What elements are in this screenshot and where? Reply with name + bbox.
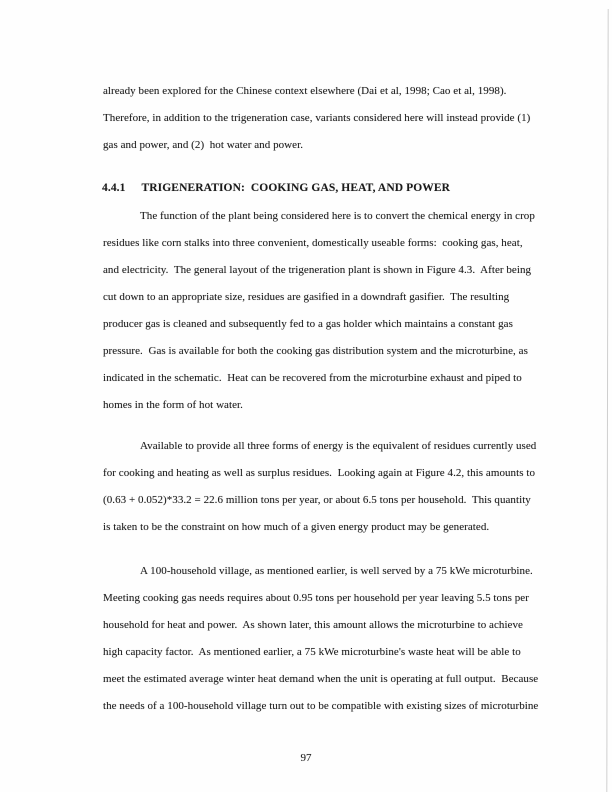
text-line: indicated in the schematic. Heat can be recovered from the microturbine exhaust and piped to bbox=[103, 372, 522, 384]
section-number: 4.4.1 bbox=[102, 182, 126, 194]
text-line: The function of the plant being considered here is to convert the chemical energy in crop bbox=[140, 210, 535, 222]
text-line: (0.63 + 0.052)*33.2 = 22.6 million tons per year, or about 6.5 tons per household. This quantity bbox=[103, 494, 531, 506]
text-line: Therefore, in addition to the trigeneration case, variants considered here will instead provide (1) bbox=[103, 112, 531, 124]
section-title: TRIGENERATION: COOKING GAS, HEAT, AND POWER bbox=[141, 182, 451, 194]
text-line: household for heat and power. As shown later, this amount allows the microturbine to achieve bbox=[103, 619, 523, 631]
text-line: Available to provide all three forms of energy is the equivalent of residues currently used bbox=[140, 440, 537, 452]
section-heading bbox=[102, 175, 450, 202]
text-line: already been explored for the Chinese context elsewhere (Dai et al, 1998; Cao et al, 1998). bbox=[103, 85, 507, 97]
text-line: A 100-household village, as mentioned earlier, is well served by a 75 kWe microturbine. bbox=[140, 565, 533, 577]
paragraph-village-microturbine bbox=[103, 558, 563, 720]
text-line: cut down to an appropriate size, residues are gasified in a downdraft gasifier. The resulting bbox=[103, 291, 510, 303]
text-line: high capacity factor. As mentioned earlier, a 75 kWe microturbine's waste heat will be able to bbox=[103, 646, 521, 658]
text-line: Meeting cooking gas needs requires about 0.95 tons per household per year leaving 5.5 tons per bbox=[103, 592, 529, 604]
text-line: residues like corn stalks into three convenient, domestically useable forms: cooking gas, heat, bbox=[103, 237, 523, 249]
intro-paragraph bbox=[103, 78, 563, 159]
text-line: and electricity. The general layout of the trigeneration plant is shown in Figure 4.3. After being bbox=[103, 264, 532, 276]
text-line: producer gas is cleaned and subsequently fed to a gas holder which maintains a constant gas bbox=[103, 318, 513, 330]
scan-edge-artifact bbox=[606, 9, 608, 792]
paragraph-plant-function bbox=[103, 203, 563, 419]
text-line: for cooking and heating as well as surplus residues. Looking again at Figure 4.2, this amounts to bbox=[103, 467, 535, 479]
text-line: homes in the form of hot water. bbox=[103, 399, 243, 411]
text-line: the needs of a 100-household village turn out to be compatible with existing sizes of microturbine bbox=[103, 700, 539, 712]
text-line: gas and power, and (2) hot water and power. bbox=[103, 139, 304, 151]
paragraph-residues-available bbox=[103, 433, 563, 541]
text-line: pressure. Gas is available for both the cooking gas distribution system and the microturbine, as bbox=[103, 345, 528, 357]
text-line: meet the estimated average winter heat demand when the unit is operating at full output. Because bbox=[103, 673, 539, 685]
text-line: is taken to be the constraint on how much of a given energy product may be generated. bbox=[103, 521, 490, 533]
page-number: 97 bbox=[300, 752, 312, 764]
